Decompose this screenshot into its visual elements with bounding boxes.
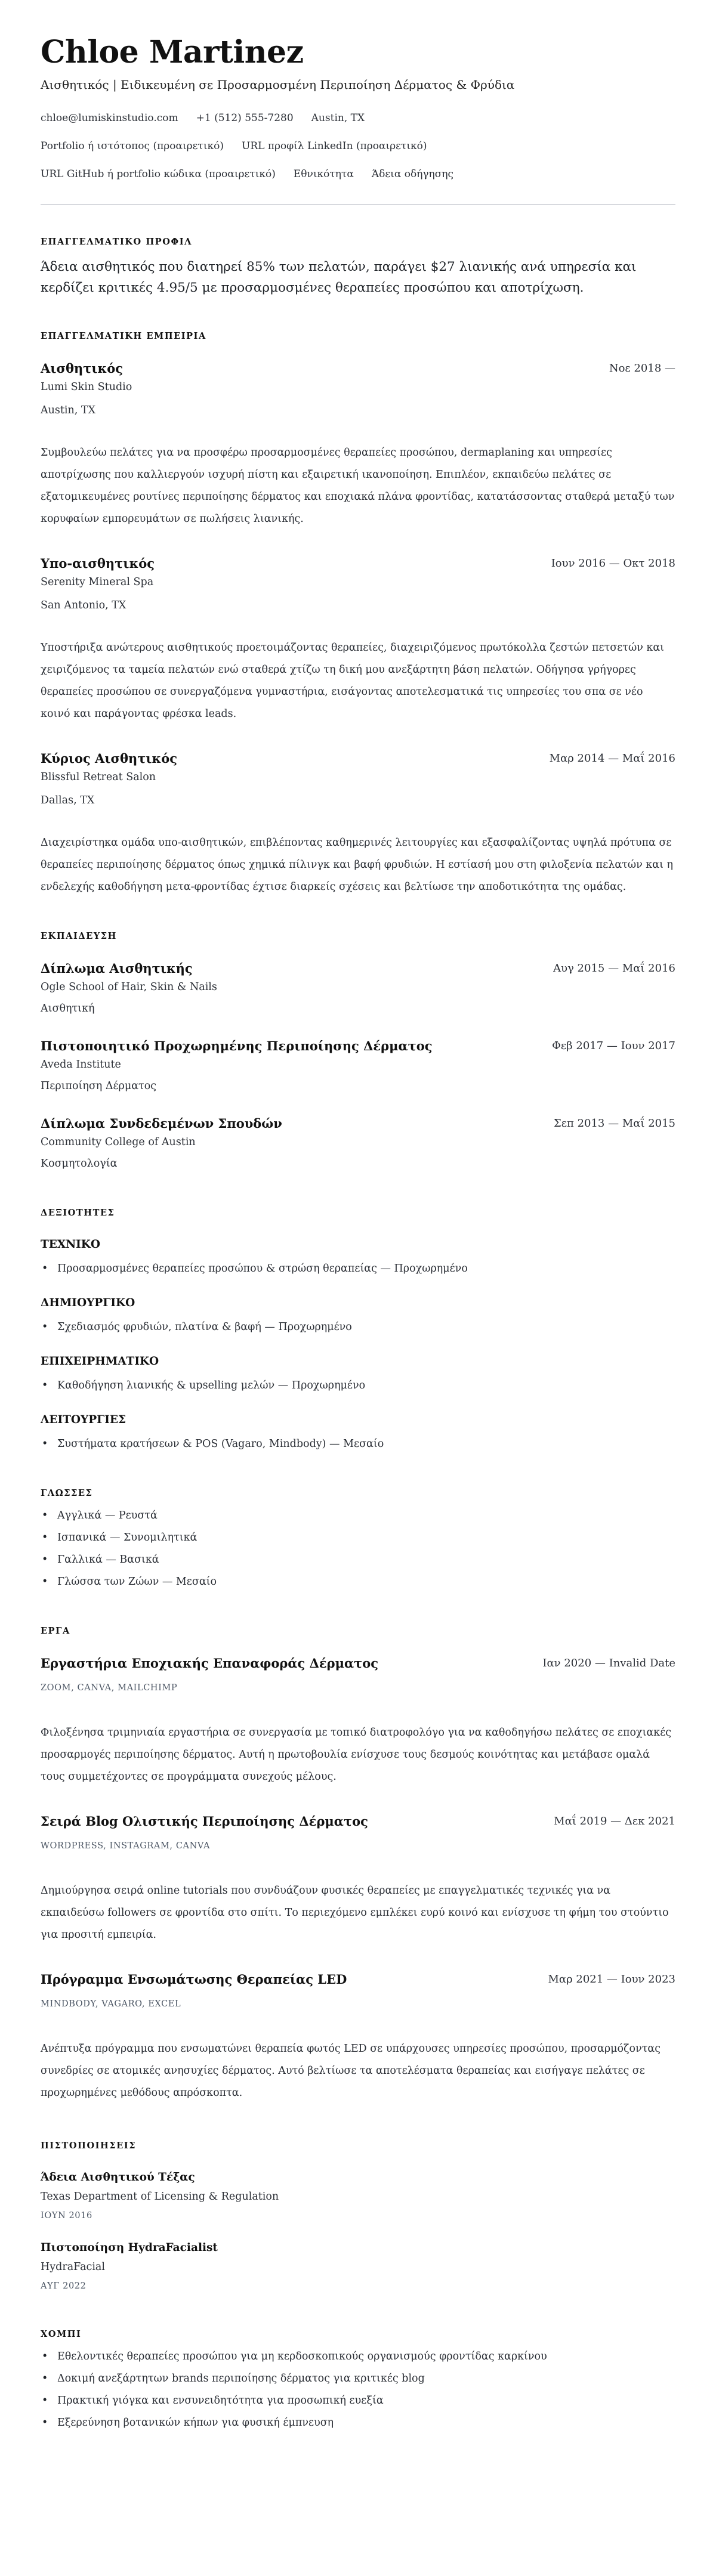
skill-item: • Καθοδήγηση λιανικής & upselling μελών — Προχωρημένο [41, 1378, 675, 1393]
language-item: • Ισπανικά — Συνομιλητικά [41, 1530, 675, 1545]
section-title-education: ΕΚΠΑΙΔΕΥΣΗ [41, 931, 117, 941]
education-section [41, 930, 675, 1171]
company-name: Blissful Retreat Salon [41, 771, 156, 783]
certification-name: Πιστοποίηση HydraFacialist [41, 2241, 218, 2254]
skill-group-creative [41, 1295, 675, 1335]
field-of-study: Κοσμητολογία [41, 1158, 118, 1170]
hobby-item: • Δοκιμή ανεξάρτητων brands περιποίησης δέρματος για κριτικές blog [41, 2371, 675, 2386]
resume-header [41, 33, 675, 205]
job-dates: Μαρ 2014 — Μαΐ 2016 [549, 752, 675, 765]
degree-title: Πιστοποιητικό Προχωρημένης Περιποίησης Δέρματος [41, 1038, 433, 1053]
skill-group-business [41, 1354, 675, 1393]
job-location: San Antonio, TX [41, 599, 126, 611]
education-entry [41, 1038, 675, 1094]
experience-entry [41, 555, 675, 725]
school-name: Aveda Institute [41, 1059, 121, 1071]
section-title-projects: ΕΡΓΑ [41, 1626, 70, 1636]
skill-group-technical [41, 1237, 675, 1276]
section-title-languages: ΓΛΩΣΣΕΣ [41, 1488, 93, 1498]
github-link[interactable]: URL GitHub ή portfolio κώδικα (προαιρετικό) [41, 168, 276, 180]
hobby-item: • Εθελοντικές θεραπείες προσώπου για μη κερδοσκοπικούς οργανισμούς φροντίδας καρκίνου [41, 2349, 675, 2364]
certification-entry [41, 2170, 675, 2222]
degree-title: Δίπλωμα Αισθητικής [41, 961, 193, 976]
skill-item: • Συστήματα κρατήσεων & POS (Vagaro, Mindbody) — Μεσαίο [41, 1436, 675, 1452]
company-name: Lumi Skin Studio [41, 381, 132, 393]
certification-entry [41, 2240, 675, 2293]
education-dates: Αυγ 2015 — Μαΐ 2016 [553, 962, 675, 975]
contact-row-primary [41, 111, 675, 125]
driving-license: Άδεια οδήγησης [371, 168, 454, 180]
experience-entry [41, 750, 675, 898]
education-entry [41, 960, 675, 1016]
languages-section [41, 1488, 675, 1589]
headline: Αισθητικός | Ειδικευμένη σε Προσαρμοσμένη Περιποίηση Δέρματος & Φρύδια [41, 78, 515, 92]
projects-section [41, 1625, 675, 2104]
section-title-hobbies: ΧΟΜΠΙ [41, 2329, 82, 2339]
certification-date: ΙΟΥΝ 2016 [41, 2211, 92, 2221]
contact-row-extra [41, 167, 675, 181]
job-dates: Ιουν 2016 — Οκτ 2018 [551, 557, 675, 570]
skill-group-title: ΤΕΧΝΙΚΟ [41, 1238, 100, 1251]
skill-group-title: ΔΗΜΙΟΥΡΓΙΚΟ [41, 1297, 135, 1309]
contact-row-links [41, 139, 675, 153]
certification-issuer: Texas Department of Licensing & Regulation [41, 2191, 279, 2203]
skills-section [41, 1207, 675, 1452]
certification-name: Άδεια Αισθητικού Τέξας [41, 2171, 195, 2184]
project-dates: Μαρ 2021 — Ιουν 2023 [548, 1973, 675, 1986]
job-title: Υπο-αισθητικός [41, 556, 155, 571]
education-dates: Φεβ 2017 — Ιουν 2017 [552, 1040, 675, 1052]
project-entry [41, 1655, 675, 1788]
section-title-summary: ΕΠΑΓΓΕΛΜΑΤΙΚΟ ΠΡΟΦΙΛ [41, 237, 192, 247]
hobbies-section [41, 2328, 675, 2430]
certification-date: ΑΥΓ 2022 [41, 2281, 87, 2291]
candidate-name: Chloe Martinez [41, 34, 304, 70]
education-dates: Σεπ 2013 — Μαΐ 2015 [553, 1117, 675, 1130]
education-entry [41, 1115, 675, 1171]
section-title-certifications: ΠΙΣΤΟΠΟΙΗΣΕΙΣ [41, 2141, 137, 2151]
skill-group-title: ΛΕΙΤΟΥΡΓΙΕΣ [41, 1414, 126, 1426]
project-tech: WORDPRESS, INSTAGRAM, CANVA [41, 1841, 211, 1851]
certification-issuer: HydraFacial [41, 2261, 105, 2273]
project-tech: MINDBODY, VAGARO, EXCEL [41, 1999, 181, 2009]
linkedin-link[interactable]: URL προφίλ LinkedIn (προαιρετικό) [242, 140, 427, 152]
project-entry [41, 1813, 675, 1946]
project-entry [41, 1971, 675, 2104]
job-title: Αισθητικός [41, 361, 124, 376]
company-name: Serenity Mineral Spa [41, 576, 154, 588]
job-location: Austin, TX [41, 404, 96, 416]
experience-section [41, 330, 675, 898]
language-item: • Αγγλικά — Ρευστά [41, 1508, 675, 1523]
school-name: Community College of Austin [41, 1136, 196, 1148]
header-divider [41, 204, 675, 205]
skill-item: • Προσαρμοσμένες θεραπείες προσώπου & στρώση θεραπείας — Προχωρημένο [41, 1261, 675, 1276]
experience-entry [41, 360, 675, 530]
school-name: Ogle School of Hair, Skin & Nails [41, 981, 217, 993]
project-description: Ανέπτυξα πρόγραμμα που ενσωματώνει θεραπεία φωτός LED σε υπάρχουσες υπηρεσίες προσώπου, προσαρμόζοντας συνεδρίες σε ατομικές ανησυχίες δέρματος. Αυτό βελτίωσε τα αποτελέσματα θεραπείας και εισήγαγε πελάτες σε προχωρημένες μεθόδους απρόσκοπτα. [41, 2043, 661, 2099]
project-name: Εργαστήρια Εποχιακής Επαναφοράς Δέρματος [41, 1656, 379, 1671]
skill-item: • Σχεδιασμός φρυδιών, πλατίνα & βαφή — Προχωρημένο [41, 1319, 675, 1335]
job-title: Κύριος Αισθητικός [41, 751, 178, 766]
degree-title: Δίπλωμα Συνδεδεμένων Σπουδών [41, 1116, 282, 1131]
summary-section [41, 236, 675, 298]
field-of-study: Περιποίηση Δέρματος [41, 1080, 157, 1092]
section-title-skills: ΔΕΞΙΟΤΗΤΕΣ [41, 1208, 115, 1218]
skill-group-operations [41, 1412, 675, 1452]
certifications-section [41, 2140, 675, 2293]
job-description: Υποστήριξα ανώτερους αισθητικούς προετοιμάζοντας θεραπείες, διαχειριζόμενος πρωτόκολλα ζεστών πετσετών και χειριζόμενος τα ταμεία πελατών ενώ σταθερά χτίζω τη δική μου ανεξάρτητη βάση πελατών. Οδήγησα γρήγορες θεραπείες προσώπου σε συνεργαζόμενα γυμναστήρια, εισάγοντας αποτελεσματικά τις υπηρεσίες του σπα σε νέο κοινό και παράγοντας φρέσκα leads. [41, 642, 665, 720]
project-tech: ZOOM, CANVA, MAILCHIMP [41, 1683, 178, 1693]
location: Austin, TX [311, 112, 365, 124]
skill-group-title: ΕΠΙΧΕΙΡΗΜΑΤΙΚΟ [41, 1355, 159, 1368]
job-dates: Νοε 2018 — [609, 362, 675, 375]
field-of-study: Αισθητική [41, 1003, 95, 1015]
email-link[interactable]: chloe@lumiskinstudio.com [41, 112, 178, 124]
job-description: Συμβουλεύω πελάτες για να προσφέρω προσαρμοσμένες θεραπείες προσώπου, dermaplaning και υπηρεσίες αποτρίχωσης που καλλιεργούν ισχυρή πίστη και εξαιρετική ικανοποίηση. Επιπλέον, εκπαιδεύω πελάτες σε εξατομικευμένες ρουτίνες περιποίησης δέρματος και εποχιακά πλάνα φροντίδας, κατατάσσοντας σταθερά μεταξύ των κορυφαίων εμπορευμάτων σε πωλήσεις λιανικής. [41, 447, 675, 525]
project-dates: Μαΐ 2019 — Δεκ 2021 [554, 1815, 675, 1827]
section-title-experience: ΕΠΑΓΓΕΛΜΑΤΙΚΗ ΕΜΠΕΙΡΙΑ [41, 331, 206, 341]
portfolio-link[interactable]: Portfolio ή ιστότοπος (προαιρετικό) [41, 140, 224, 152]
project-name: Σειρά Blog Ολιστικής Περιποίησης Δέρματος [41, 1814, 368, 1829]
hobby-item: • Εξερεύνηση βοτανικών κήπων για φυσική έμπνευση [41, 2415, 675, 2430]
phone-number: +1 (512) 555-7280 [196, 112, 294, 124]
hobby-item: • Πρακτική γιόγκα και ενσυνειδητότητα για προσωπική ευεξία [41, 2393, 675, 2408]
project-description: Φιλοξένησα τριμηνιαία εργαστήρια σε συνεργασία με τοπικό διατροφολόγο για να καθοδηγήσω πελάτες σε εποχιακές προσαρμογές περιποίησης δέρματος. Αυτή η πρωτοβουλία ενίσχυσε τους δεσμούς κοινότητας και μετάβασε ομαλά τους συμμετέχοντες σε προγράμματα συνεχούς μέλους. [41, 1727, 672, 1783]
summary-text: Άδεια αισθητικός που διατηρεί 85% των πελατών, παράγει $27 λιανικής ανά υπηρεσία και κερδίζει κριτικές 4.95/5 με προσαρμοσμένες θεραπείες προσώπου και αποτρίχωση. [41, 259, 637, 295]
job-location: Dallas, TX [41, 794, 95, 806]
project-description: Δημιούργησα σειρά online tutorials που συνδυάζουν φυσικές θεραπείες με επαγγελματικές τεχνικές για να εκπαιδεύσω followers σε φροντίδα στο σπίτι. Το περιεχόμενο εμπλέκει ευρύ κοινό και ενίσχυσε τη φήμη του στούντιο για προσιτή εμπειρία. [41, 1885, 669, 1941]
language-item: • Γαλλικά — Βασικά [41, 1552, 675, 1567]
project-name: Πρόγραμμα Ενσωμάτωσης Θεραπείας LED [41, 1972, 347, 1987]
job-description: Διαχειρίστηκα ομάδα υπο-αισθητικών, επιβλέποντας καθημερινές λειτουργίες και εξασφαλίζοντας υψηλά πρότυπα σε θεραπείες περιποίησης δέρματος όπως χημικά πίλινγκ και βαφή φρυδιών. Η εστίασή μου στη φιλοξενία πελατών και η ενδελεχής καθοδήγηση μετα-φροντίδας έχτισε διαρκείς σχέσεις και βελτίωσε την αποδοτικότητα της ομάδας. [41, 837, 673, 893]
language-item: • Γλώσσα των Ζώων — Μεσαίο [41, 1574, 675, 1589]
project-dates: Ιαν 2020 — Invalid Date [542, 1657, 675, 1669]
nationality: Εθνικότητα [293, 168, 354, 180]
